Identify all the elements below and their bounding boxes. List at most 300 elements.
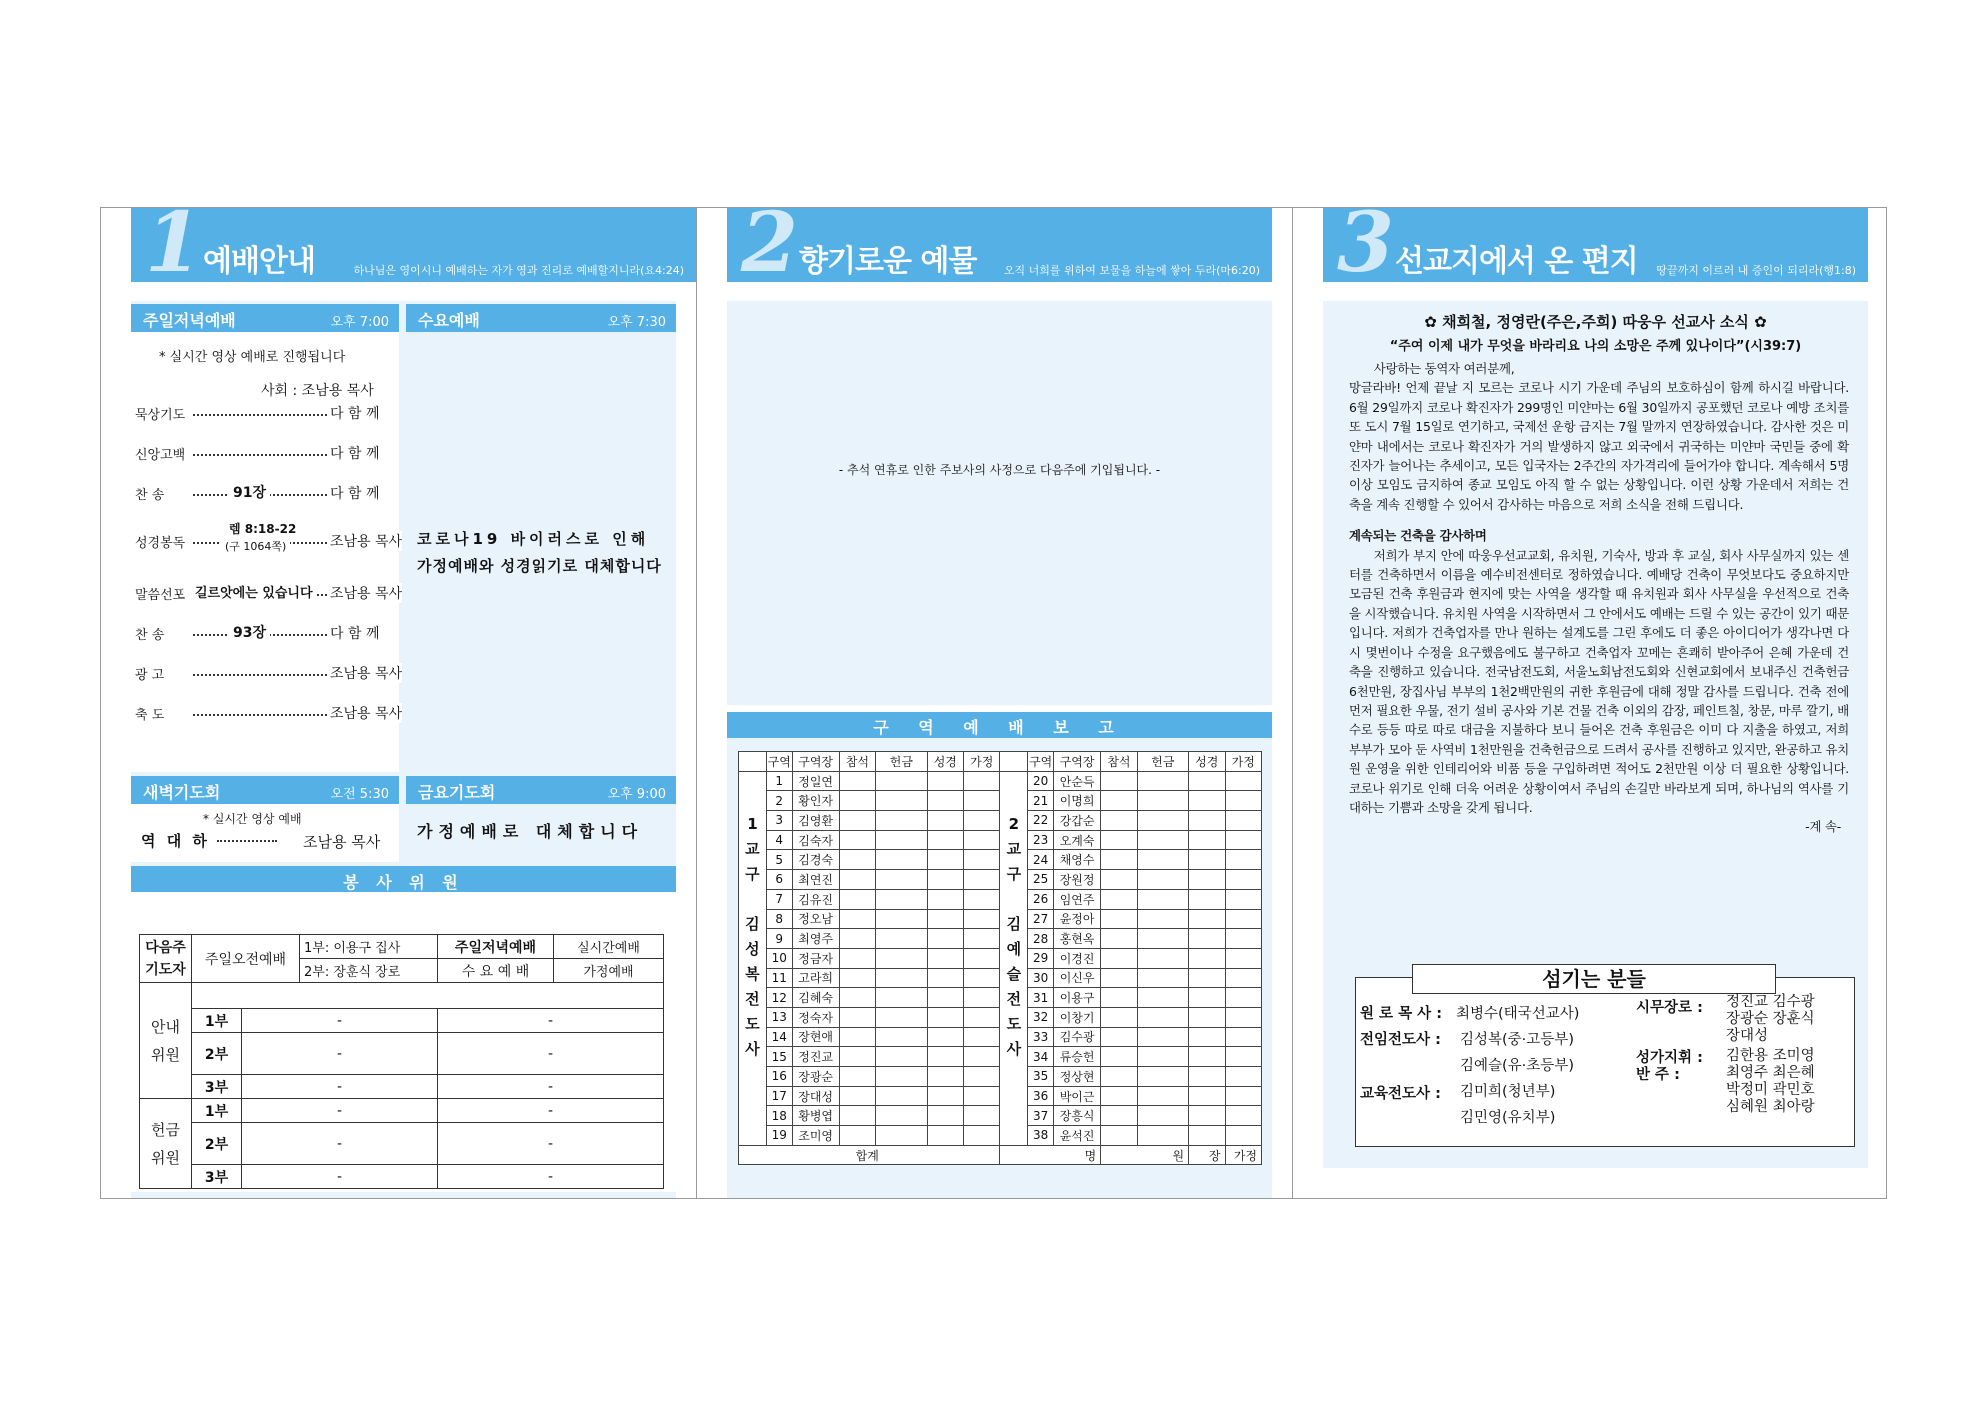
part-label: 2부 [192, 1033, 242, 1075]
live-service: 실시간예배 [554, 935, 664, 959]
dot-leader [193, 664, 331, 679]
report-cell [1101, 1027, 1137, 1047]
report-cell [964, 948, 1000, 968]
panel-title: 예배안내 [203, 244, 315, 279]
report-cell [1137, 870, 1188, 890]
section-title: 주일저녁예배 [143, 311, 236, 330]
panel-title: 선교지에서 온 편지 [1395, 244, 1638, 279]
district-leader: 최연진 [792, 870, 839, 890]
report-cell [964, 1067, 1000, 1087]
order-leader: 조남용 목사 [327, 531, 402, 551]
district-leader: 오계숙 [1054, 830, 1101, 850]
service-header [131, 866, 676, 892]
report-cell [964, 870, 1000, 890]
order-leader: 조남용 목사 [327, 703, 402, 723]
report-cell [1189, 1047, 1225, 1067]
district-number: 25 [1028, 870, 1054, 890]
order-leader: 다 함 께 [327, 403, 379, 423]
report-cell [1101, 889, 1137, 909]
district-leader: 장대성 [792, 1086, 839, 1106]
accompanist-label: 반 주 : [1636, 1067, 1680, 1083]
district-number: 12 [766, 988, 792, 1008]
letter-verse: “주여 이제 내가 무엇을 바라리요 나의 소망은 주께 있나이다”(시39:7) [1389, 339, 1802, 354]
flower-icon: ✿ [1424, 313, 1443, 331]
panel-worship-guide [101, 195, 696, 1198]
report-cell [876, 968, 927, 988]
letter-subtitle: 계속되는 건축을 감사하며 [1349, 528, 1487, 544]
report-cell [876, 870, 927, 890]
report-cell [839, 850, 875, 870]
report-cell [1137, 988, 1188, 1008]
report-cell [1189, 929, 1225, 949]
report-cell [927, 850, 963, 870]
order-label: 광 고 [135, 668, 165, 683]
report-cell [876, 1126, 927, 1146]
report-cell [927, 889, 963, 909]
report-cell [1101, 850, 1137, 870]
column-header: 헌금 [1137, 752, 1188, 772]
district-number: 30 [1028, 968, 1054, 988]
report-cell [1189, 791, 1225, 811]
order-detail: 93장 [229, 622, 270, 642]
report-cell [1137, 1106, 1188, 1126]
district-leader: 김영환 [792, 811, 839, 831]
district-leader: 홍현옥 [1054, 929, 1101, 949]
order-label: 묵상기도 [135, 408, 186, 423]
guide-committee-label: 안내 위원 [140, 983, 192, 1099]
district-leader: 임연주 [1054, 889, 1101, 909]
report-cell [1189, 1067, 1225, 1087]
edu-label: 교육전도사 : [1360, 1086, 1441, 1102]
report-cell [927, 1047, 963, 1067]
report-cell [964, 1106, 1000, 1126]
report-cell [1225, 948, 1262, 968]
total-cell: 합계 [739, 1145, 1000, 1165]
report-cell [839, 1067, 875, 1087]
choir-3: 박정미 곽민호 [1726, 1082, 1815, 1098]
report-cell [927, 1007, 963, 1027]
report-cell [1101, 1126, 1137, 1146]
district-leader: 조미영 [792, 1126, 839, 1146]
report-cell [1189, 1106, 1225, 1126]
friday-header [406, 776, 676, 804]
district-leader: 이창기 [1054, 1007, 1101, 1027]
report-cell [839, 870, 875, 890]
report-cell [876, 791, 927, 811]
report-cell [1189, 830, 1225, 850]
order-label: 찬 송 [135, 628, 165, 643]
total-cell: 가정 [1225, 1145, 1262, 1165]
staff-title: 섬기는 분들 [1412, 964, 1776, 994]
report-cell [1137, 811, 1188, 831]
district-number: 11 [766, 968, 792, 988]
offering-committee-label: 헌금 위원 [140, 1099, 192, 1189]
emeritus-label: 원 로 목 사 : [1360, 1006, 1443, 1022]
report-cell [1137, 791, 1188, 811]
edu-evangelist: 김미희(청년부) [1460, 1084, 1556, 1100]
presider: 사회 : 조남용 목사 [261, 383, 374, 399]
report-cell [964, 1047, 1000, 1067]
report-cell [1225, 1007, 1262, 1027]
district-number: 2 [766, 791, 792, 811]
district-leader: 안순득 [1054, 771, 1101, 791]
choir-1: 김한용 조미영 [1726, 1048, 1815, 1064]
report-cell [927, 968, 963, 988]
part-label: 2부 [192, 1123, 242, 1165]
report-cell [927, 1027, 963, 1047]
district-leader: 이신우 [1054, 968, 1101, 988]
district-leader: 정상현 [1054, 1067, 1101, 1087]
report-cell [1225, 811, 1262, 831]
service-table: 다음주 기도자 주일오전예배 1부: 이용구 집사 주일저녁예배 실시간예배 2부: 장훈식 장로 수 요 예 배 가정예배 안내 위원 1부 - - 2부 - - 3부 - - 헌금 위원 1부 - - 2부 - - 3부 - - [139, 934, 664, 1189]
report-cell [964, 988, 1000, 1008]
column-header: 가정 [1225, 752, 1262, 772]
report-cell [1137, 889, 1188, 909]
district-leader: 이경진 [1054, 948, 1101, 968]
district-leader: 장원정 [1054, 870, 1101, 890]
report-cell [927, 870, 963, 890]
district-number: 22 [1028, 811, 1054, 831]
part1-prayer: 1부: 이용구 집사 [300, 935, 438, 959]
part-label: 1부 [192, 1099, 242, 1123]
dot-leader [193, 444, 331, 459]
notice: * 실시간 영상 예배 [203, 812, 302, 826]
table-row [739, 771, 1262, 791]
section-title: 금요기도회 [418, 783, 496, 802]
dawn-header [131, 776, 399, 804]
district-number: 38 [1028, 1126, 1054, 1146]
column-header: 성경 [927, 752, 963, 772]
report-area [727, 738, 1272, 1198]
report-cell [1225, 1106, 1262, 1126]
report-cell [927, 1067, 963, 1087]
report-cell [1137, 1047, 1188, 1067]
report-cell [1225, 988, 1262, 1008]
report-cell [964, 850, 1000, 870]
district-leader: 류승헌 [1054, 1047, 1101, 1067]
order-detail: 91장 [229, 482, 270, 502]
report-cell [1189, 1086, 1225, 1106]
fulltime-evangelist: 김성복(중·고등부) [1460, 1032, 1574, 1048]
district-number: 10 [766, 948, 792, 968]
report-cell [1101, 1086, 1137, 1106]
dot-leader [193, 704, 331, 719]
report-cell [1225, 968, 1262, 988]
report-cell [876, 1027, 927, 1047]
report-cell [1101, 988, 1137, 1008]
section-title: 수요예배 [418, 311, 480, 330]
report-cell [839, 771, 875, 791]
fulltime-label: 전임전도사 : [1360, 1032, 1441, 1048]
column-header: 구역 [766, 752, 792, 772]
report-cell [964, 830, 1000, 850]
district-leader: 장광순 [792, 1067, 839, 1087]
dawn-label: 역 대 하 [141, 832, 210, 850]
district-leader: 채영수 [1054, 850, 1101, 870]
district-number: 28 [1028, 929, 1054, 949]
letter-area [1323, 301, 1868, 1168]
report-cell [1225, 889, 1262, 909]
district-leader: 김경숙 [792, 850, 839, 870]
panel-number: 3 [1337, 195, 1395, 291]
report-cell [1189, 1007, 1225, 1027]
report-cell [839, 811, 875, 831]
dawn-leader: 조남용 목사 [303, 833, 381, 851]
order-label: 성경봉독 [135, 536, 186, 551]
choir-4: 심혜원 최아랑 [1726, 1099, 1815, 1115]
section-time: 오후 9:00 [607, 787, 666, 802]
panel-verse: 오직 너희를 위하여 보물을 하늘에 쌓아 두라(마6:20) [1003, 264, 1260, 277]
report-cell [964, 1086, 1000, 1106]
report-cell [839, 1007, 875, 1027]
report-cell [1101, 1106, 1137, 1126]
report-cell [1225, 1067, 1262, 1087]
district-leader: 강갑순 [1054, 811, 1101, 831]
report-cell [839, 909, 875, 929]
report-cell [964, 968, 1000, 988]
report-cell [927, 1106, 963, 1126]
order-leader: 조남용 목사 [327, 663, 402, 683]
offering-notice: - 추석 연휴로 인한 주보사의 사정으로 다음주에 기입됩니다. - [838, 463, 1161, 477]
district-label: 2 교 구 김 예 슬 전 도 사 [1000, 771, 1028, 1145]
district-number: 6 [766, 870, 792, 890]
dawn-body [131, 804, 399, 862]
part-label: 3부 [192, 1165, 242, 1189]
report-cell [927, 830, 963, 850]
report-cell [927, 771, 963, 791]
section-time: 오후 7:00 [330, 315, 389, 330]
sunday-evening-label: 주일저녁예배 [438, 935, 554, 959]
report-cell [1225, 1126, 1262, 1146]
report-cell [839, 929, 875, 949]
column-header: 헌금 [876, 752, 927, 772]
report-cell [839, 988, 875, 1008]
district-leader: 황인자 [792, 791, 839, 811]
choir-label: 성가지휘 : [1636, 1050, 1703, 1066]
district-number: 35 [1028, 1067, 1054, 1087]
home-service: 가정예배 [554, 959, 664, 983]
report-cell [876, 771, 927, 791]
report-cell [1225, 1027, 1262, 1047]
report-cell [964, 929, 1000, 949]
order-label: 말씀선포 [135, 588, 186, 603]
order-label: 신앙고백 [135, 448, 186, 463]
report-cell [1137, 968, 1188, 988]
prayer-label: 기도자 [145, 961, 186, 978]
report-cell [1137, 1086, 1188, 1106]
report-cell [964, 889, 1000, 909]
order-leader: 조남용 목사 [327, 583, 402, 603]
column-header: 구역장 [1054, 752, 1101, 772]
bulletin-spread [100, 195, 1887, 1199]
district-leader: 정오남 [792, 909, 839, 929]
report-cell [839, 889, 875, 909]
order-label: 축 도 [135, 708, 165, 723]
district-number: 15 [766, 1047, 792, 1067]
panel-number: 1 [145, 195, 203, 291]
report-cell [1101, 771, 1137, 791]
report-cell [927, 1126, 963, 1146]
report-cell [1101, 1047, 1137, 1067]
district-leader: 황병엽 [792, 1106, 839, 1126]
flower-icon: ✿ [1748, 313, 1767, 331]
report-cell [927, 811, 963, 831]
report-cell [1225, 830, 1262, 850]
order-detail: 길르앗에는 있습니다 [191, 582, 317, 601]
order-leader: 다 함 께 [327, 443, 379, 463]
district-number: 14 [766, 1027, 792, 1047]
part2-prayer: 2부: 장훈식 장로 [300, 959, 438, 983]
report-cell [876, 830, 927, 850]
district-number: 17 [766, 1086, 792, 1106]
district-number: 18 [766, 1106, 792, 1126]
emeritus-pastor: 최병수(태국선교사) [1456, 1006, 1580, 1022]
report-cell [927, 948, 963, 968]
report-cell [839, 1126, 875, 1146]
district-leader: 정진교 [792, 1047, 839, 1067]
district-number: 29 [1028, 948, 1054, 968]
report-cell [1101, 1067, 1137, 1087]
report-cell [839, 1106, 875, 1126]
column-header: 참석 [1101, 752, 1137, 772]
column-header: 성경 [1189, 752, 1225, 772]
district-leader: 고라희 [792, 968, 839, 988]
report-cell [1225, 1086, 1262, 1106]
panel-banner [1323, 195, 1868, 291]
report-cell [839, 948, 875, 968]
report-cell [839, 968, 875, 988]
report-header [727, 712, 1272, 738]
district-number: 23 [1028, 830, 1054, 850]
report-cell [1101, 830, 1137, 850]
report-cell [876, 988, 927, 1008]
district-number: 5 [766, 850, 792, 870]
report-cell [1137, 929, 1188, 949]
report-cell [1101, 811, 1137, 831]
notice: * 실시간 영상 예배로 진행됩니다 [159, 350, 346, 365]
district-leader: 장현애 [792, 1027, 839, 1047]
report-cell [927, 791, 963, 811]
report-cell [1189, 988, 1225, 1008]
report-cell [1137, 1027, 1188, 1047]
part-label: 1부 [192, 1009, 242, 1033]
report-cell [1189, 771, 1225, 791]
panel-banner [727, 195, 1272, 291]
section-title: 새벽기도회 [143, 783, 221, 802]
table-header [739, 752, 1262, 772]
next-week-label: 다음주 [145, 939, 186, 956]
report-cell [1137, 771, 1188, 791]
report-cell [1189, 1126, 1225, 1146]
report-cell [1189, 889, 1225, 909]
continued: -계 속- [1805, 819, 1841, 835]
report-cell [1137, 830, 1188, 850]
section-time: 오후 7:30 [607, 315, 666, 330]
report-cell [1225, 929, 1262, 949]
fulltime-evangelist: 김예슬(유·초등부) [1460, 1058, 1574, 1074]
report-cell [1189, 1027, 1225, 1047]
district-number: 26 [1028, 889, 1054, 909]
district-leader: 윤석진 [1054, 1126, 1101, 1146]
report-cell [1137, 1126, 1188, 1146]
column-header: 참석 [839, 752, 875, 772]
report-cell [964, 1007, 1000, 1027]
district-leader: 김혜숙 [792, 988, 839, 1008]
report-cell [1189, 909, 1225, 929]
dot-leader [193, 404, 331, 419]
section-time: 오전 5:30 [330, 787, 389, 802]
report-cell [1189, 870, 1225, 890]
greeting: 사랑하는 동역자 여러분께, [1373, 361, 1515, 376]
district-number: 24 [1028, 850, 1054, 870]
district-leader: 김수광 [1054, 1027, 1101, 1047]
district-leader: 이명희 [1054, 791, 1101, 811]
report-cell [1137, 948, 1188, 968]
district-leader: 정숙자 [792, 1007, 839, 1027]
report-cell [876, 889, 927, 909]
report-cell [1189, 850, 1225, 870]
district-number: 4 [766, 830, 792, 850]
report-cell [927, 988, 963, 1008]
elders-3: 장대성 [1726, 1028, 1769, 1044]
district-number: 20 [1028, 771, 1054, 791]
district-number: 16 [766, 1067, 792, 1087]
report-cell [927, 1086, 963, 1106]
part-label: 3부 [192, 1075, 242, 1099]
edu-evangelist: 김민영(유치부) [1460, 1110, 1556, 1126]
column-header: 구역장 [792, 752, 839, 772]
district-leader: 정금자 [792, 948, 839, 968]
report-cell [1189, 811, 1225, 831]
district-number: 1 [766, 771, 792, 791]
district-number: 19 [766, 1126, 792, 1146]
district-number: 9 [766, 929, 792, 949]
report-cell [876, 1007, 927, 1027]
report-cell [964, 909, 1000, 929]
column-header: 구역 [1028, 752, 1054, 772]
sunday-morning-label: 주일오전예배 [192, 935, 300, 983]
report-cell [1101, 929, 1137, 949]
report-cell [876, 1106, 927, 1126]
friday-text: 가정예배로 대체합니다 [417, 822, 644, 841]
wednesday-line2: 가정예배와 성경읽기로 대체합니다 [417, 557, 662, 575]
staff-box [1355, 967, 1855, 1147]
report-cell [876, 1047, 927, 1067]
order-leader: 다 함 께 [327, 623, 379, 643]
report-cell [876, 1086, 927, 1106]
letter-body [1349, 359, 1849, 837]
section-title: 봉 사 위 원 [343, 873, 464, 892]
order-detail: 렘 8:18-22 [225, 520, 300, 537]
district-number: 27 [1028, 909, 1054, 929]
panel-verse: 하나님은 영이시니 예배하는 자가 영과 진리로 예배할지니라(요4:24) [353, 264, 684, 277]
report-cell [1137, 909, 1188, 929]
district-number: 13 [766, 1007, 792, 1027]
total-cell: 원 [1101, 1145, 1189, 1165]
report-cell [1101, 791, 1137, 811]
report-cell [1137, 1007, 1188, 1027]
report-cell [1137, 1067, 1188, 1087]
report-cell [964, 1126, 1000, 1146]
report-cell [839, 1047, 875, 1067]
district-leader: 윤정아 [1054, 909, 1101, 929]
district-number: 32 [1028, 1007, 1054, 1027]
report-cell [1225, 850, 1262, 870]
elders-label: 시무장로 : [1636, 1000, 1703, 1016]
report-cell [1189, 968, 1225, 988]
district-number: 34 [1028, 1047, 1054, 1067]
wednesday-header [406, 304, 676, 332]
